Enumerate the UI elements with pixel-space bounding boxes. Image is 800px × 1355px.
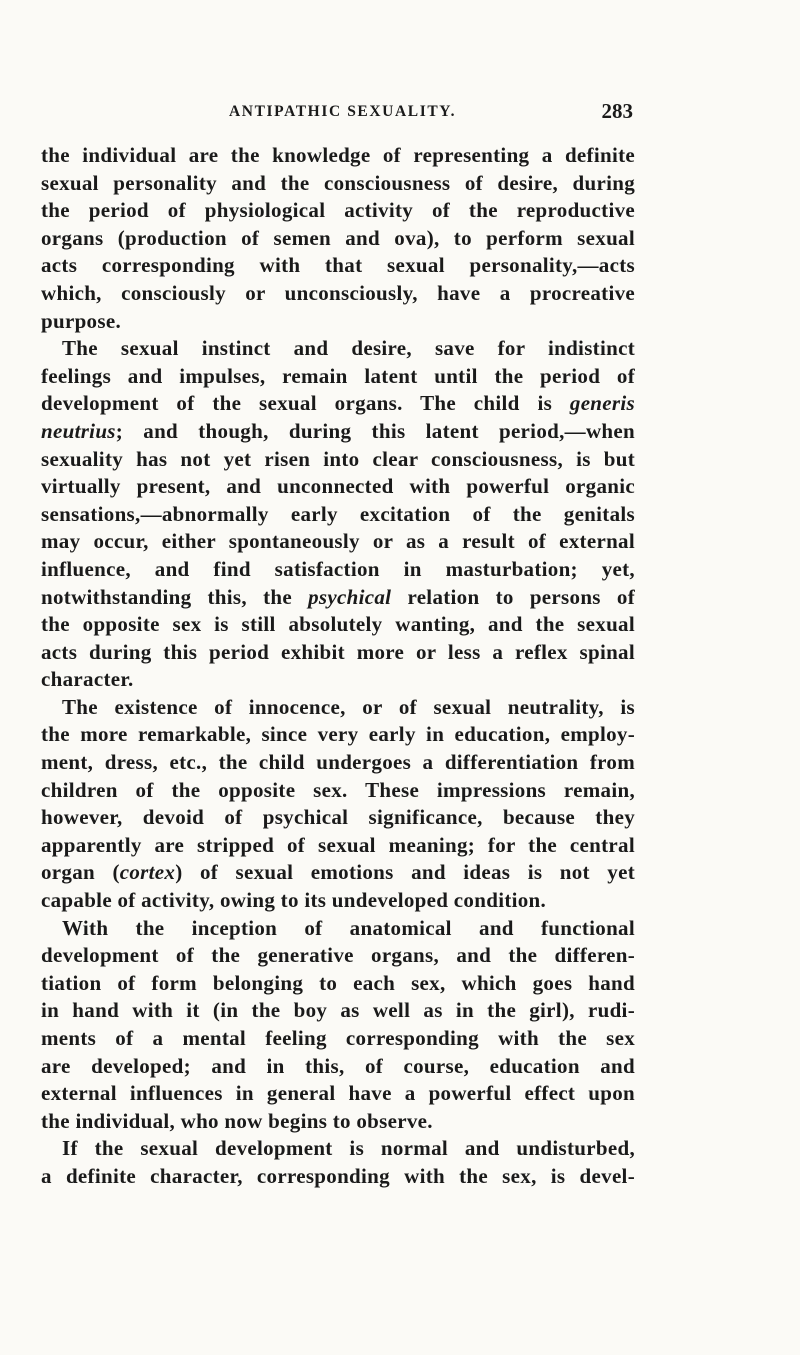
text-line: neutrius; and though, during this latent period,—when (41, 418, 635, 443)
text-line: The sexual instinct and desire, save for indistinct (62, 336, 635, 361)
text-line: acts corresponding with that sexual personality,—acts (41, 253, 635, 278)
text-line: children of the opposite sex. These impressions remain, (41, 777, 635, 802)
text-line: acts during this period exhibit more or less a reflex spinal (41, 639, 635, 664)
text-line: may occur, either spontaneously or as a result of external (41, 529, 635, 554)
text-line: ment, dress, etc., the child undergoes a differentiation from (41, 750, 635, 775)
text-line: character. (41, 667, 134, 692)
text-line: development of the sexual organs. The child is generis (41, 391, 635, 416)
text-line: virtually present, and unconnected with powerful organic (41, 474, 635, 499)
text-line: external influences in general have a powerful effect upon (41, 1081, 635, 1106)
text-line: organ (cortex) of sexual emotions and ideas is not yet (41, 860, 636, 885)
text-line: If the sexual development is normal and undisturbed, (62, 1136, 635, 1161)
text-line: which, consciously or unconsciously, have a procreative (41, 280, 635, 305)
page-number: 283 (601, 99, 633, 123)
text-line: capable of activity, owing to its undeveloped condition. (41, 888, 547, 913)
text-line: the individual are the knowledge of representing a definite (41, 143, 635, 167)
text-line: organs (production of semen and ova), to perform sexual (41, 225, 635, 250)
text-line: are developed; and in this, of course, education and (41, 1053, 635, 1078)
text-line: sensations,—abnormally early excitation of the genitals (41, 501, 635, 526)
text-line: a definite character, corresponding with the sex, is devel- (41, 1163, 635, 1188)
text-line: notwithstanding this, the psychical relation to persons of (41, 584, 635, 609)
page-header (0, 99, 800, 133)
text-line: feelings and impulses, remain latent until the period of (41, 363, 635, 388)
text-line: influence, and find satisfaction in masturbation; yet, (41, 556, 635, 581)
text-line: tiation of form belonging to each sex, which goes hand (41, 970, 635, 995)
text-line: the more remarkable, since very early in education, employ- (41, 722, 635, 747)
text-line: the period of physiological activity of the reproductive (41, 198, 635, 223)
text-line: the individual, who now begins to observe. (41, 1108, 433, 1133)
body-text (41, 142, 635, 1191)
text-line: however, devoid of psychical significance, because they (41, 805, 635, 830)
text-line: The existence of innocence, or of sexual neutrality, is (62, 694, 635, 719)
text-line: the opposite sex is still absolutely wanting, and the sexual (41, 612, 635, 637)
text-line: ments of a mental feeling corresponding with the sex (41, 1026, 635, 1050)
running-head: ANTIPATHIC SEXUALITY. (229, 103, 457, 120)
text-line: sexuality has not yet risen into clear consciousness, is but (41, 446, 635, 471)
text-line: in hand with it (in the boy as well as in the girl), rudi- (41, 998, 635, 1023)
text-line: sexual personality and the consciousness of desire, during (41, 170, 635, 195)
text-line: With the inception of anatomical and functional (62, 915, 635, 940)
text-line: development of the generative organs, and the differen- (41, 943, 635, 968)
text-line: purpose. (41, 308, 122, 333)
text-line: apparently are stripped of sexual meaning; for the central (41, 832, 635, 857)
